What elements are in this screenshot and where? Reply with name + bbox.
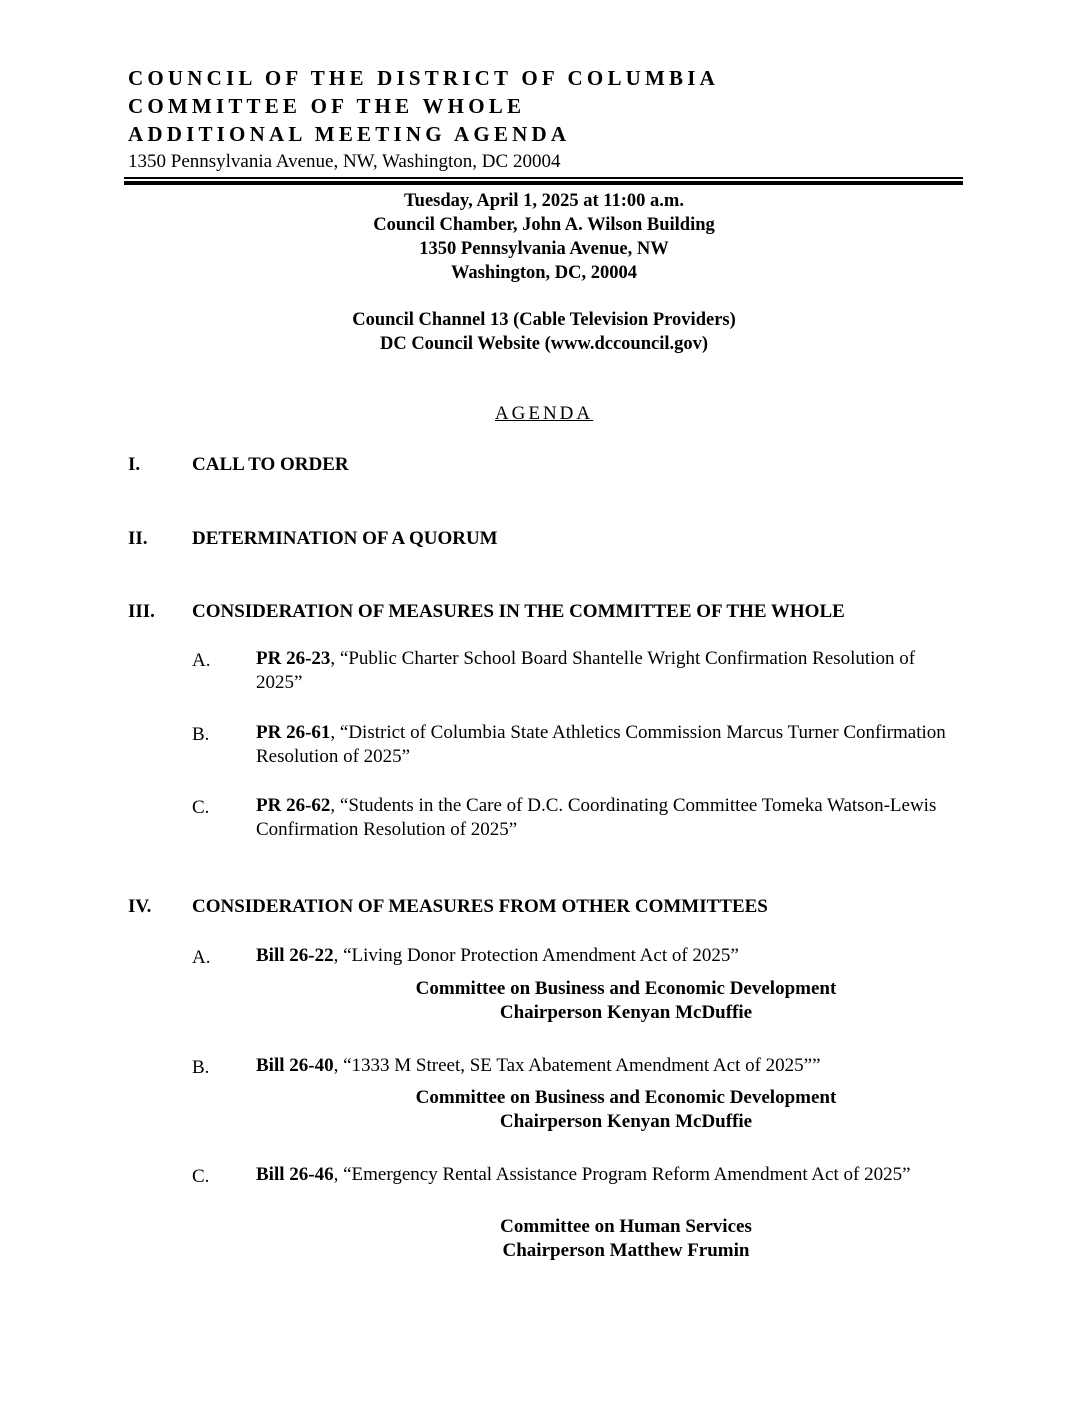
council-name: COUNCIL OF THE DISTRICT OF COLUMBIA xyxy=(128,66,719,90)
section-number: II. xyxy=(128,528,148,549)
item-letter: A. xyxy=(192,650,211,671)
header-address: 1350 Pennsylvania Avenue, NW, Washington, DC 20004 xyxy=(128,151,561,172)
section-title: CALL TO ORDER xyxy=(192,454,349,475)
agenda-item xyxy=(256,721,956,769)
meeting-website: DC Council Website (www.dccouncil.gov) xyxy=(379,334,709,354)
section-title: DETERMINATION OF A QUORUM xyxy=(192,528,498,549)
section-title: CONSIDERATION OF MEASURES IN THE COMMITTEE OF THE WHOLE xyxy=(192,601,845,622)
committee-block xyxy=(256,977,996,1025)
agenda-heading: AGENDA xyxy=(494,403,594,424)
header-rule-thin xyxy=(124,177,963,179)
committee-name: Committee on Business and Economic Development xyxy=(415,1087,837,1108)
agenda-item xyxy=(256,1054,956,1078)
measure-title: , “Living Donor Protection Amendment Act of 2025” xyxy=(333,945,739,966)
measure-title: , “Students in the Care of D.C. Coordinating Committee Tomeka Watson-Lewis Confirmation Resolution of 2025” xyxy=(256,795,937,840)
committee-name: Committee on Business and Economic Development xyxy=(415,978,837,999)
measure-number: Bill 26-40 xyxy=(256,1055,334,1076)
committee-block xyxy=(256,1215,996,1263)
committee-chair: Chairperson Kenyan McDuffie xyxy=(499,1002,753,1023)
meeting-city: Washington, DC, 20004 xyxy=(450,263,638,283)
measure-number: Bill 26-46 xyxy=(256,1164,334,1185)
measure-number: PR 26-23 xyxy=(256,648,331,669)
measure-title: , “Emergency Rental Assistance Program Reform Amendment Act of 2025” xyxy=(333,1164,911,1185)
agenda-item xyxy=(256,944,956,968)
committee-block xyxy=(256,1086,996,1134)
committee-chair: Chairperson Matthew Frumin xyxy=(502,1240,750,1261)
meeting-location: Council Chamber, John A. Wilson Building xyxy=(373,215,715,235)
item-letter: C. xyxy=(192,797,210,818)
committee-name: COMMITTEE OF THE WHOLE xyxy=(128,94,526,118)
item-letter: C. xyxy=(192,1166,210,1187)
agenda-item xyxy=(256,794,956,842)
measure-number: PR 26-62 xyxy=(256,795,331,816)
meeting-datetime: Tuesday, April 1, 2025 at 11:00 a.m. xyxy=(404,191,684,211)
item-letter: A. xyxy=(192,947,211,968)
measure-title: , “District of Columbia State Athletics Commission Marcus Turner Confirmation Resolution of 2025” xyxy=(256,722,946,767)
measure-number: PR 26-61 xyxy=(256,722,331,743)
measure-title: , “1333 M Street, SE Tax Abatement Amendment Act of 2025”” xyxy=(333,1055,821,1076)
committee-name: Committee on Human Services xyxy=(500,1216,752,1237)
item-letter: B. xyxy=(192,724,210,745)
measure-title: , “Public Charter School Board Shantelle Wright Confirmation Resolution of 2025” xyxy=(256,648,916,693)
document-title: ADDITIONAL MEETING AGENDA xyxy=(128,122,571,146)
section-number: IV. xyxy=(128,896,152,917)
agenda-item xyxy=(256,1163,956,1187)
meeting-street: 1350 Pennsylvania Avenue, NW xyxy=(419,239,669,259)
committee-chair: Chairperson Kenyan McDuffie xyxy=(499,1111,753,1132)
meeting-channel: Council Channel 13 (Cable Television Providers) xyxy=(352,310,736,330)
section-number: I. xyxy=(128,454,141,475)
agenda-item xyxy=(256,647,956,695)
section-title: CONSIDERATION OF MEASURES FROM OTHER COMMITTEES xyxy=(192,896,768,917)
item-letter: B. xyxy=(192,1057,210,1078)
section-number: III. xyxy=(128,601,155,622)
header-rule-thick xyxy=(124,181,963,185)
measure-number: Bill 26-22 xyxy=(256,945,334,966)
